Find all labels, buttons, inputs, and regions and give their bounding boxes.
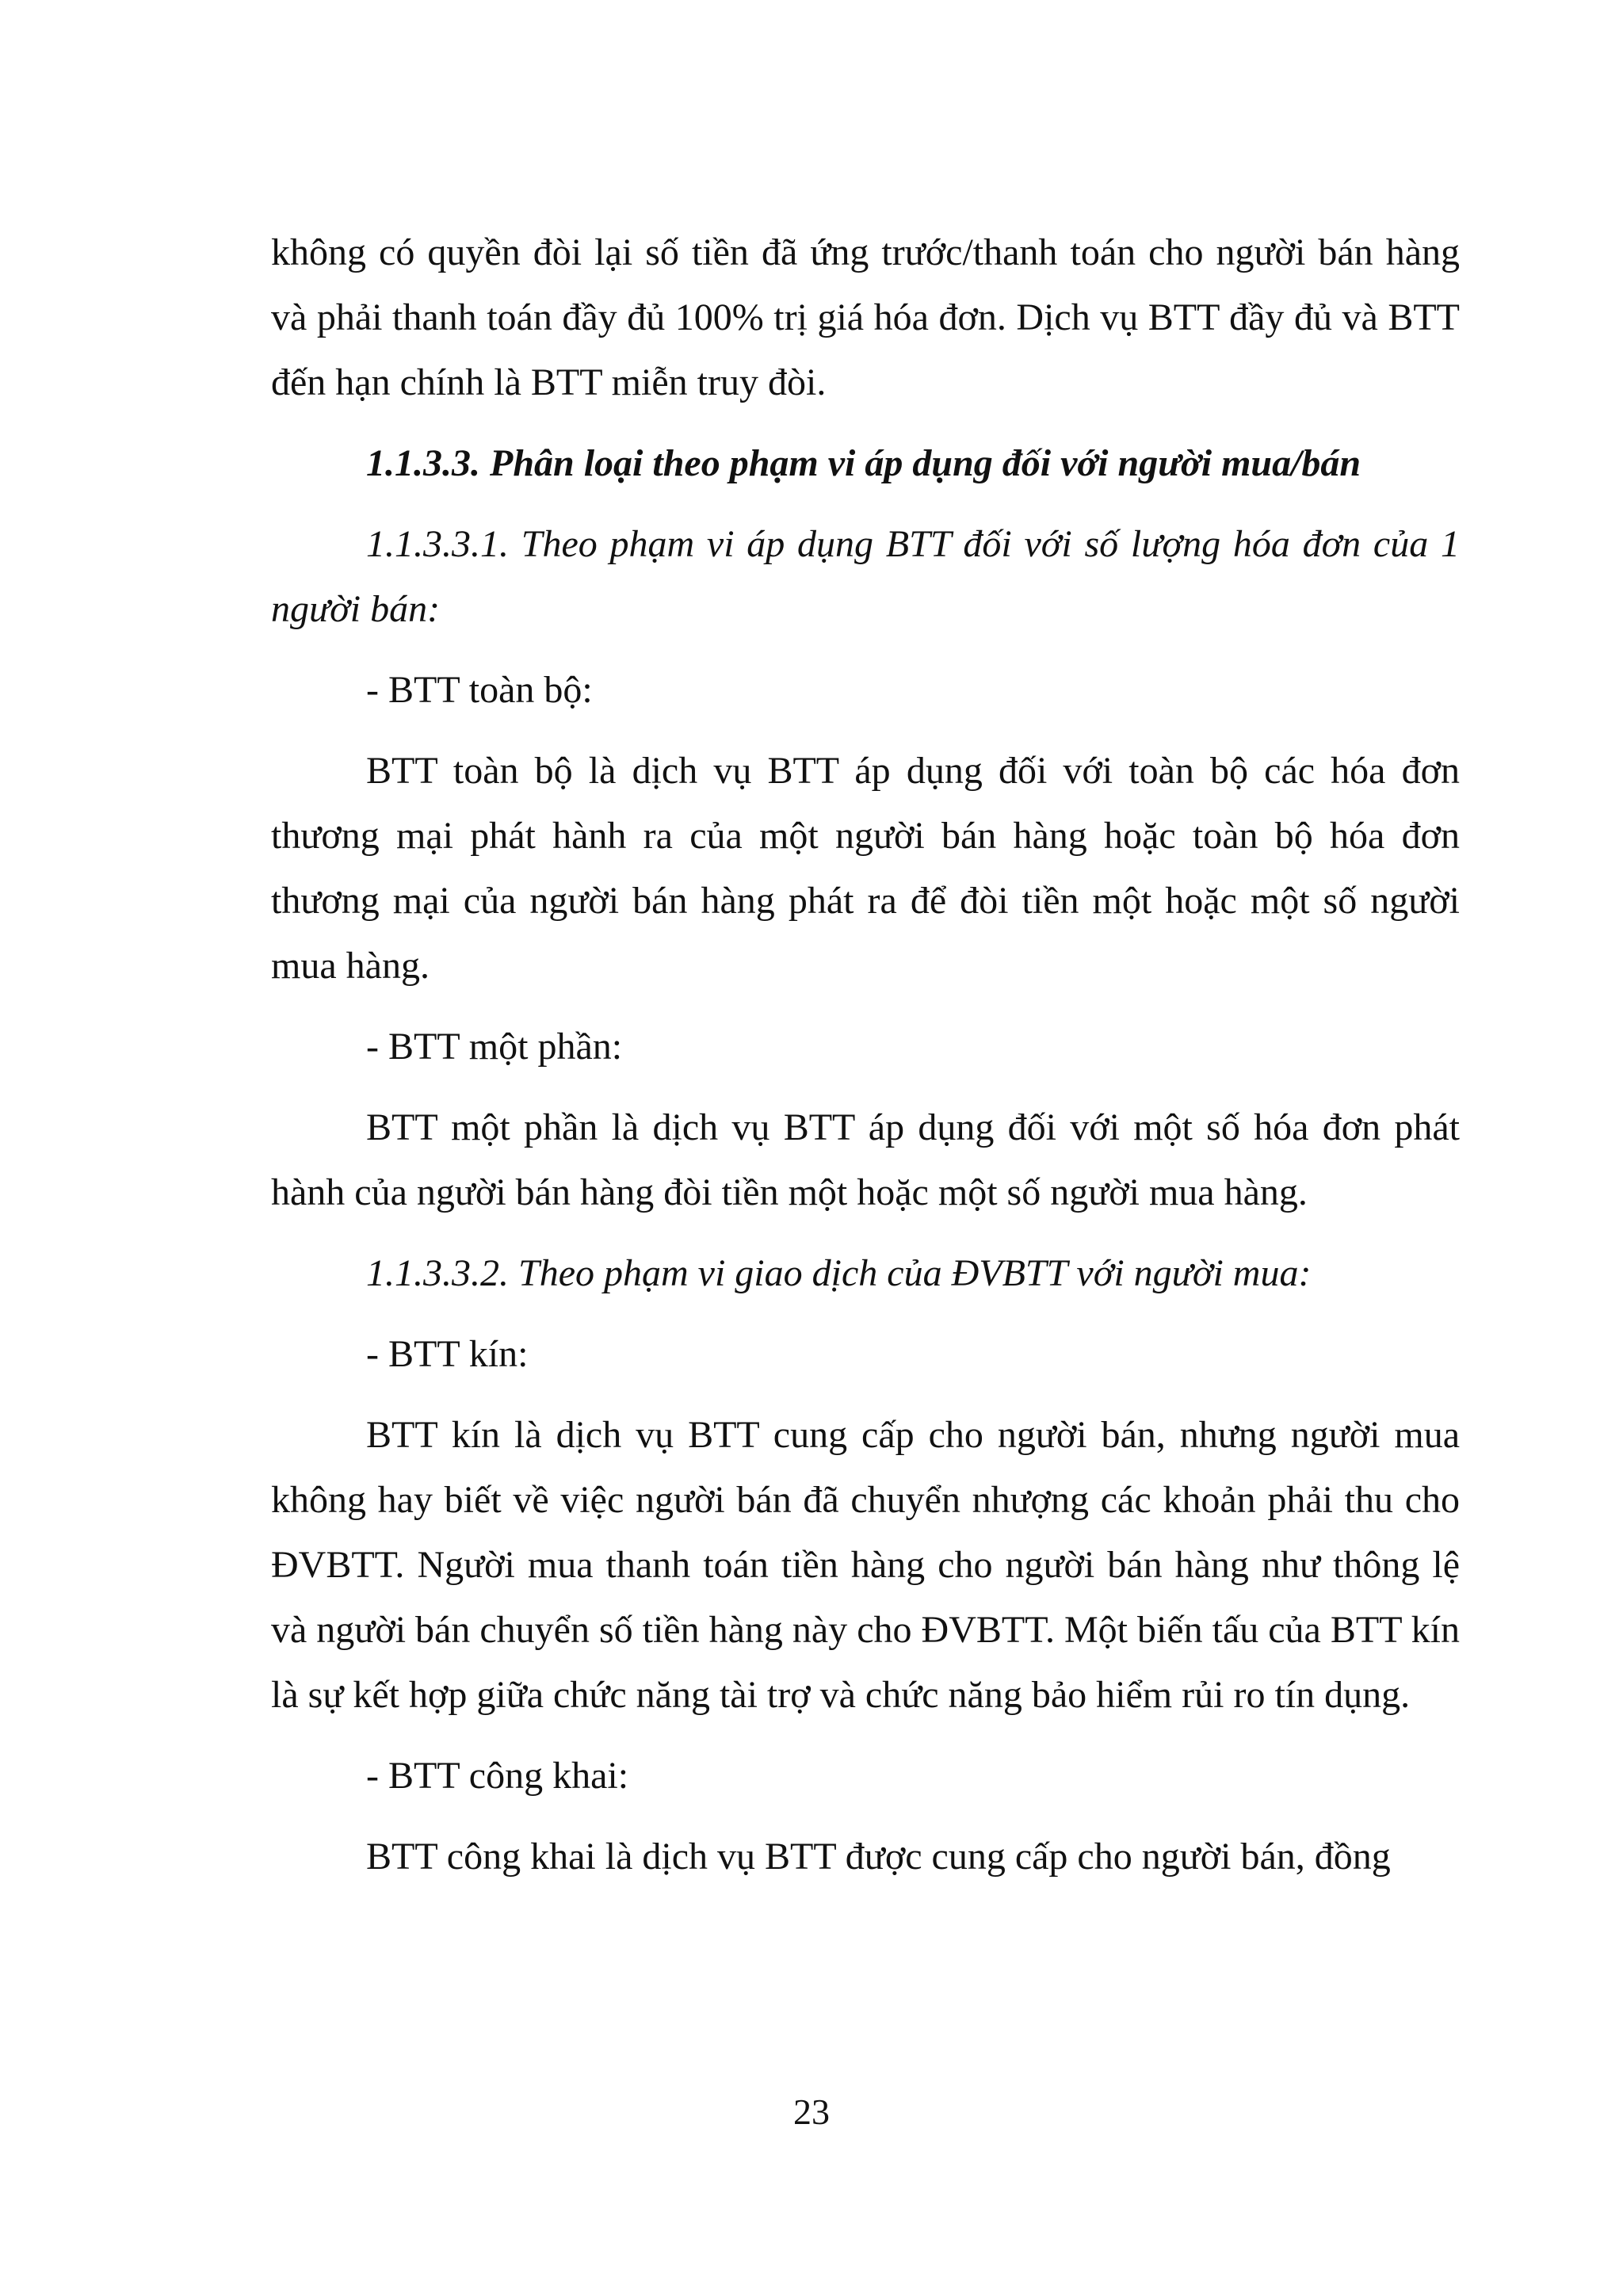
- paragraph-mot-phan: BTT một phần là dịch vụ BTT áp dụng đối với một số hóa đơn phát hành của người bán hàng đòi tiền một hoặc một số người mua hàng.: [271, 1106, 1460, 1213]
- list-item-mot-phan: - BTT một phần:: [366, 1026, 623, 1068]
- list-item-kin: - BTT kín:: [366, 1333, 529, 1375]
- subsection-heading-2: 1.1.3.3.2. Theo phạm vi giao dịch của ĐVBTT với người mua:: [366, 1252, 1312, 1294]
- paragraph-continuation: không có quyền đòi lại số tiền đã ứng trước/thanh toán cho người bán hàng và phải thanh toán đầy đủ 100% trị giá hóa đơn. Dịch vụ BTT đầy đủ và BTT đến hạn chính là BTT miễn truy đòi.: [271, 231, 1460, 403]
- paragraph-toan-bo: BTT toàn bộ là dịch vụ BTT áp dụng đối với toàn bộ các hóa đơn thương mại phát hành ra của một người bán hàng hoặc toàn bộ hóa đơn thương mại của người bán hàng phát ra để đòi tiền một hoặc một số người mua hàng.: [271, 750, 1460, 987]
- page-body: [271, 220, 1460, 1889]
- subsection-heading-1: 1.1.3.3.1. Theo phạm vi áp dụng BTT đối với số lượng hóa đơn của 1 người bán:: [271, 523, 1460, 630]
- list-item-cong-khai: - BTT công khai:: [366, 1755, 629, 1797]
- page-number: 23: [793, 2092, 830, 2132]
- list-item-toan-bo: - BTT toàn bộ:: [366, 669, 593, 711]
- paragraph-kin: BTT kín là dịch vụ BTT cung cấp cho người bán, nhưng người mua không hay biết về việc người bán đã chuyển nhượng các khoản phải thu cho ĐVBTT. Người mua thanh toán tiền hàng cho người bán hàng như thông lệ và người bán chuyển số tiền hàng này cho ĐVBTT. Một biến tấu của BTT kín là sự kết hợp giữa chức năng tài trợ và chức năng bảo hiểm rủi ro tín dụng.: [271, 1414, 1460, 1716]
- paragraph-cong-khai: BTT công khai là dịch vụ BTT được cung cấp cho người bán, đồng: [366, 1836, 1391, 1878]
- section-heading: 1.1.3.3. Phân loại theo phạm vi áp dụng đối với người mua/bán: [366, 442, 1361, 484]
